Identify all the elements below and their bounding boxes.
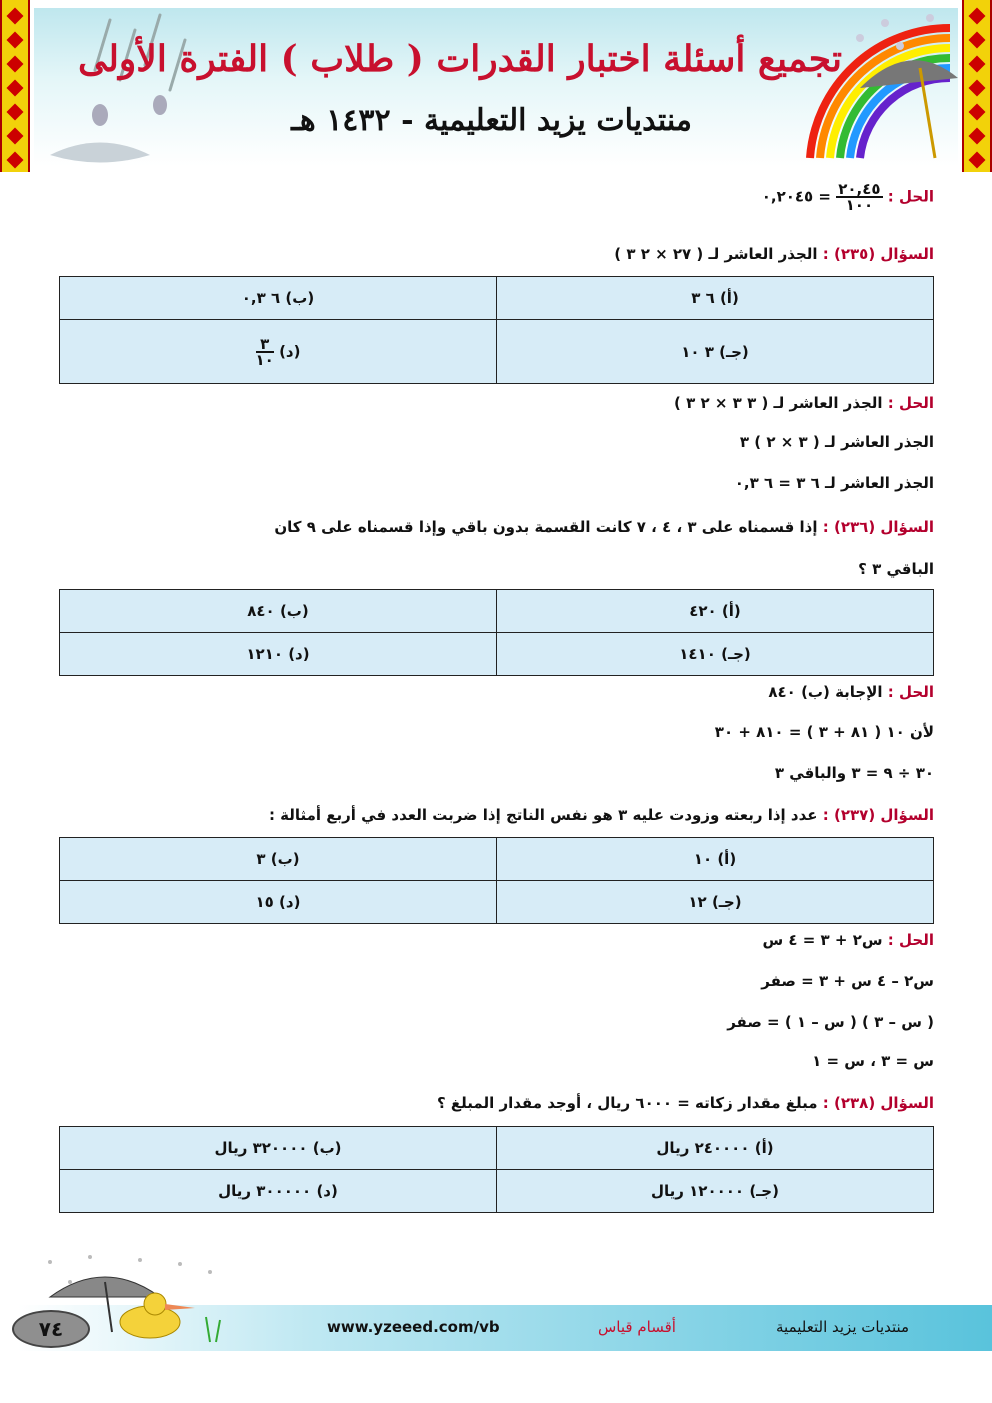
options-table-237: [59, 837, 934, 924]
page-number: ٧٤: [12, 1310, 90, 1348]
option-b[interactable]: (ب) ٣٢٠٠٠٠ ريال: [60, 1127, 497, 1170]
solution-236-line3: ٣٠ ÷ ٩ = ٣ والباقي ٣: [774, 764, 934, 782]
option-c[interactable]: (جـ) ١٤١٠: [497, 633, 934, 676]
fraction: $\frac{٢٠,٤٥}{١٠٠}$: [838, 180, 881, 214]
option-b[interactable]: (ب) ٦ ٠,٣: [60, 277, 497, 320]
options-table-236: [59, 589, 934, 676]
question-text: إذا قسمناه على ٣ ، ٤ ، ٧ كانت القسمة بدون باقي وإذا قسمناه على ٩ كان: [274, 518, 818, 536]
solution-236-line2: لأن ١٠ ( ٨١ + ٣ ) = ٨١٠ + ٣٠: [714, 723, 934, 741]
page-header: [0, 0, 992, 172]
question-237: [269, 806, 934, 824]
options-table-238: [59, 1126, 934, 1213]
solution-236-line1: الحل : الإجابة (ب) ٨٤٠: [768, 683, 934, 701]
question-236: [164, 506, 934, 590]
option-a[interactable]: (أ) ٢٤٠٠٠٠ ريال: [497, 1127, 934, 1170]
option-d[interactable]: (د) ١٢١٠: [60, 633, 497, 676]
option-b[interactable]: (ب) ٣: [60, 838, 497, 881]
left-decorative-border: [0, 0, 30, 172]
option-c[interactable]: (جـ) ١٢: [497, 881, 934, 924]
option-a[interactable]: (أ) ٦ ٣: [497, 277, 934, 320]
solution-237-line2: س٢ – ٤ س + ٣ = صفر: [761, 972, 934, 990]
solution-237-line1: الحل : س٢ + ٣ = ٤ س: [762, 931, 934, 949]
footer-forum: منتديات يزيد التعليمية: [776, 1318, 910, 1336]
right-decorative-border: [962, 0, 992, 172]
solution-237-line3: ( س – ٣ ) ( س – ١ ) = صفر: [727, 1013, 934, 1031]
question-label: السؤال (٢٣٥) :: [822, 245, 934, 263]
option-d[interactable]: (د) $\frac{٣}{١٠}$: [60, 320, 497, 384]
question-text-cont: الباقي ٣ ؟: [858, 560, 934, 578]
question-238: [437, 1094, 934, 1112]
solution-result: = ٠,٢٠٤٥: [761, 187, 831, 206]
options-table-235: [59, 276, 934, 384]
header-subtitle: منتديات يزيد التعليمية - ١٤٣٢ هـ: [291, 103, 692, 138]
question-text: الجذر العاشر لـ ( ٢٧ × ٢ ٣ ): [614, 245, 818, 263]
option-a[interactable]: (أ) ٤٢٠: [497, 590, 934, 633]
footer-section: أقسام قياس: [598, 1318, 676, 1336]
question-label: السؤال (٢٣٨) :: [822, 1094, 934, 1112]
question-235: [614, 245, 934, 263]
question-label: السؤال (٢٣٧) :: [822, 806, 934, 824]
solution-237-line4: س = ٣ ، س = ١: [812, 1052, 934, 1070]
option-a[interactable]: (أ) ١٠: [497, 838, 934, 881]
option-b[interactable]: (ب) ٨٤٠: [60, 590, 497, 633]
solution-label: الحل :: [887, 187, 934, 206]
solution-235-line2: الجذر العاشر لـ ( ٣ × ٢ ) ٣: [739, 433, 934, 451]
solution-234: [762, 182, 934, 212]
header-title: تجميع أسئلة اختبار القدرات ( طلاب ) الفترة الأولى: [77, 38, 842, 80]
option-c[interactable]: (جـ) ١٢٠٠٠٠ ريال: [497, 1170, 934, 1213]
solution-235-line3: الجذر العاشر لـ ٦ ٣ = ٦ ٠,٣: [734, 474, 934, 492]
question-text: مبلغ مقدار زكاته = ٦٠٠٠ ريال ، أوجد مقدار المبلغ ؟: [436, 1094, 818, 1112]
option-d[interactable]: (د) ١٥: [60, 881, 497, 924]
solution-235-line1: الحل : الجذر العاشر لـ ( ٣ ٣ × ٢ ٣ ): [674, 394, 934, 412]
rain-splash-icon: [40, 10, 240, 168]
question-label: السؤال (٢٣٦) :: [822, 518, 934, 536]
rainbow-umbrella-icon: [790, 8, 958, 168]
option-c[interactable]: (جـ) ٣ ١٠: [497, 320, 934, 384]
footer-url[interactable]: www.yzeeed.com/vb: [327, 1318, 500, 1336]
option-d[interactable]: (د) ٣٠٠٠٠٠ ريال: [60, 1170, 497, 1213]
question-text: عدد إذا ربعته وزودت عليه ٣ هو نفس الناتج إذا ضربت العدد في أربع أمثالة :: [268, 806, 818, 824]
